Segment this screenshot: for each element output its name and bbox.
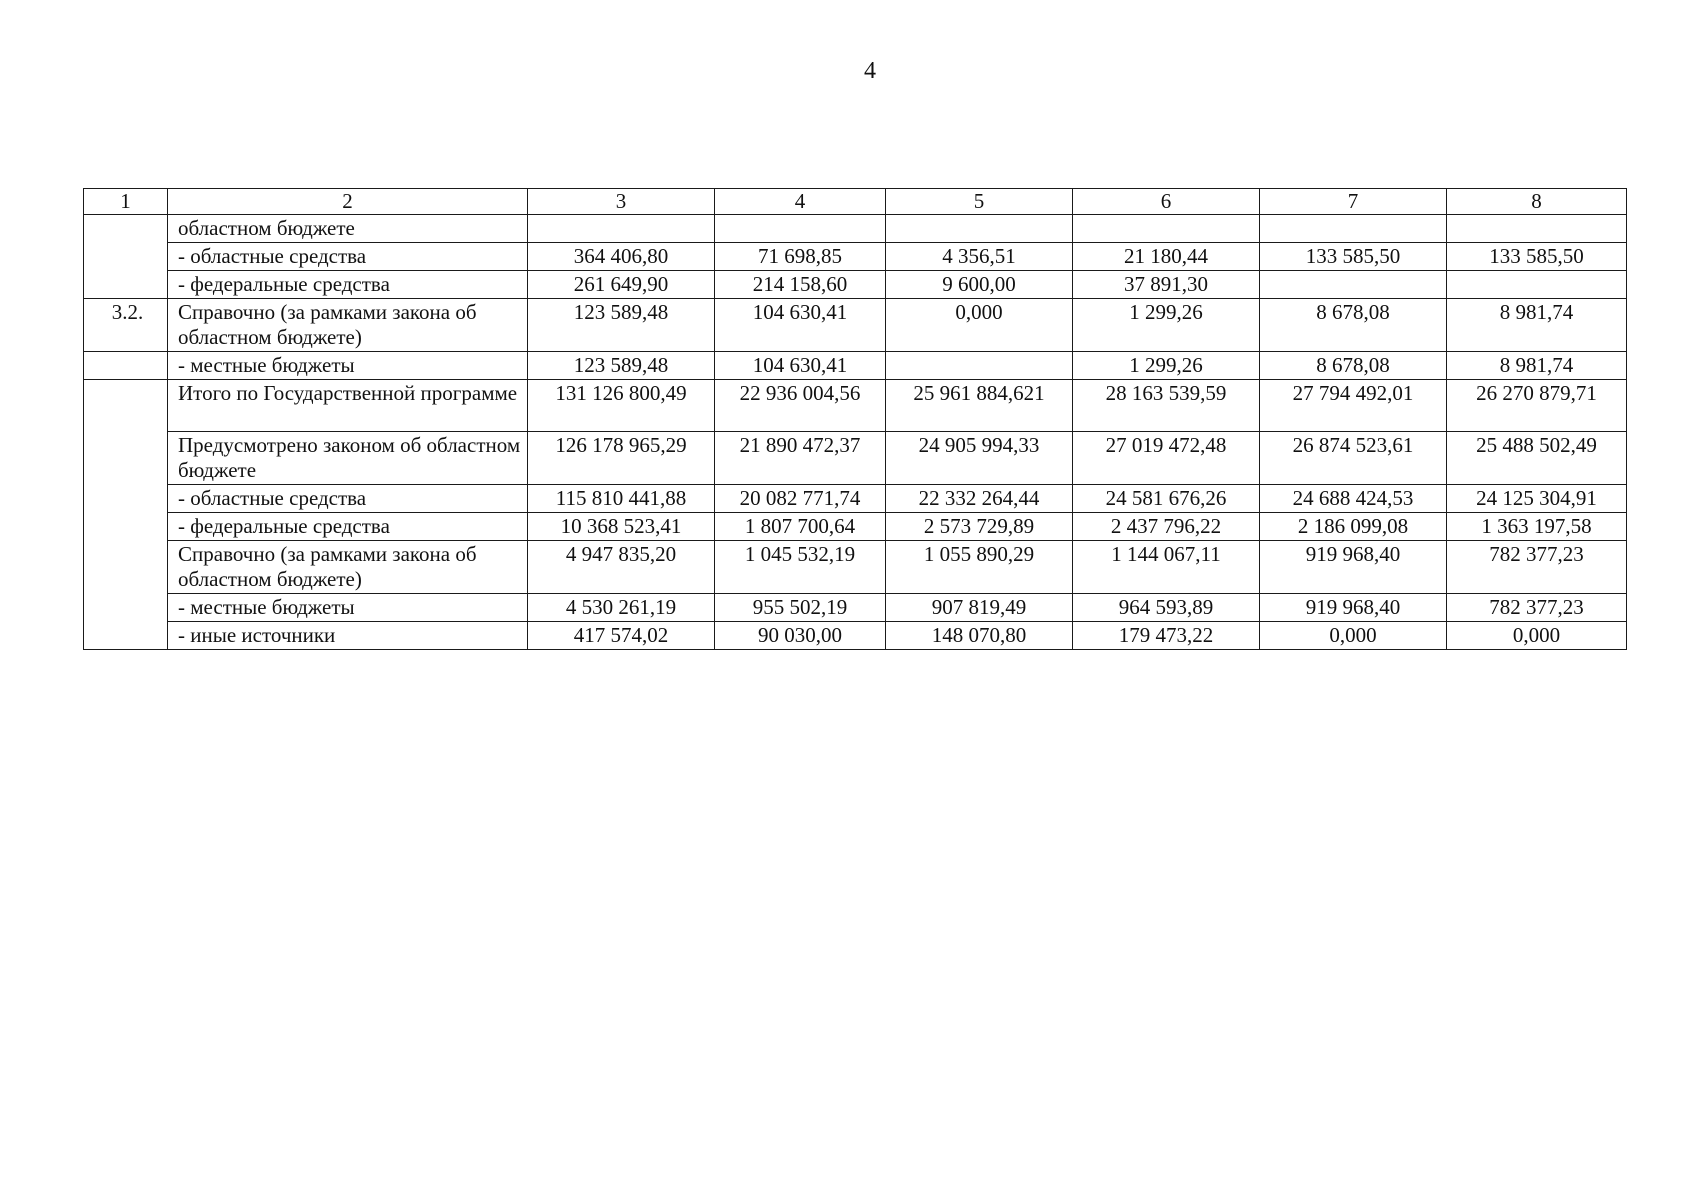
value-cell: 25 961 884,621 <box>886 380 1073 432</box>
value-cell: 104 630,41 <box>715 352 886 380</box>
value-cell: 4 947 835,20 <box>528 541 715 594</box>
value-cell: 1 045 532,19 <box>715 541 886 594</box>
value-cell <box>1447 271 1627 299</box>
value-cell: 0,000 <box>886 299 1073 352</box>
value-cell: 907 819,49 <box>886 594 1073 622</box>
value-cell: 90 030,00 <box>715 622 886 650</box>
value-cell: 782 377,23 <box>1447 541 1627 594</box>
row-name-cell: - областные средства <box>168 485 528 513</box>
value-cell <box>886 215 1073 243</box>
value-cell: 148 070,80 <box>886 622 1073 650</box>
value-cell: 1 299,26 <box>1073 299 1260 352</box>
value-cell: 24 581 676,26 <box>1073 485 1260 513</box>
value-cell: 261 649,90 <box>528 271 715 299</box>
column-header: 8 <box>1447 189 1627 215</box>
value-cell: 4 530 261,19 <box>528 594 715 622</box>
column-header: 2 <box>168 189 528 215</box>
row-code-cell <box>84 352 168 380</box>
value-cell <box>886 352 1073 380</box>
value-cell <box>1260 271 1447 299</box>
row-name-cell: - областные средства <box>168 243 528 271</box>
value-cell: 133 585,50 <box>1447 243 1627 271</box>
row-name-cell: областном бюджете <box>168 215 528 243</box>
value-cell: 364 406,80 <box>528 243 715 271</box>
row-name-cell: Предусмотрено законом об областном бюджете <box>168 432 528 485</box>
value-cell: 964 593,89 <box>1073 594 1260 622</box>
value-cell: 26 874 523,61 <box>1260 432 1447 485</box>
value-cell <box>1447 215 1627 243</box>
column-header: 1 <box>84 189 168 215</box>
value-cell: 22 332 264,44 <box>886 485 1073 513</box>
row-name-cell: - местные бюджеты <box>168 352 528 380</box>
value-cell: 22 936 004,56 <box>715 380 886 432</box>
value-cell: 8 981,74 <box>1447 352 1627 380</box>
value-cell: 1 807 700,64 <box>715 513 886 541</box>
value-cell: 1 299,26 <box>1073 352 1260 380</box>
value-cell: 8 678,08 <box>1260 299 1447 352</box>
value-cell: 2 437 796,22 <box>1073 513 1260 541</box>
table-header-row <box>84 189 1627 215</box>
value-cell: 26 270 879,71 <box>1447 380 1627 432</box>
column-header: 6 <box>1073 189 1260 215</box>
table-row <box>84 513 1627 541</box>
row-name-cell: - федеральные средства <box>168 271 528 299</box>
value-cell <box>528 215 715 243</box>
value-cell: 214 158,60 <box>715 271 886 299</box>
value-cell: 27 019 472,48 <box>1073 432 1260 485</box>
column-header: 4 <box>715 189 886 215</box>
table-row <box>84 271 1627 299</box>
value-cell: 0,000 <box>1447 622 1627 650</box>
value-cell: 104 630,41 <box>715 299 886 352</box>
value-cell: 179 473,22 <box>1073 622 1260 650</box>
value-cell: 8 678,08 <box>1260 352 1447 380</box>
value-cell: 417 574,02 <box>528 622 715 650</box>
table-row <box>84 622 1627 650</box>
value-cell: 782 377,23 <box>1447 594 1627 622</box>
value-cell: 24 905 994,33 <box>886 432 1073 485</box>
value-cell: 24 125 304,91 <box>1447 485 1627 513</box>
table-row <box>84 243 1627 271</box>
table-row <box>84 380 1627 432</box>
value-cell: 123 589,48 <box>528 352 715 380</box>
value-cell: 21 890 472,37 <box>715 432 886 485</box>
value-cell: 955 502,19 <box>715 594 886 622</box>
row-code-cell: 3.2. <box>84 299 168 352</box>
value-cell: 4 356,51 <box>886 243 1073 271</box>
row-name-cell: - иные источники <box>168 622 528 650</box>
row-name-cell: - местные бюджеты <box>168 594 528 622</box>
table-row <box>84 541 1627 594</box>
value-cell <box>1260 215 1447 243</box>
value-cell: 9 600,00 <box>886 271 1073 299</box>
table-row <box>84 299 1627 352</box>
value-cell: 919 968,40 <box>1260 594 1447 622</box>
value-cell: 919 968,40 <box>1260 541 1447 594</box>
column-header: 7 <box>1260 189 1447 215</box>
value-cell: 1 363 197,58 <box>1447 513 1627 541</box>
row-code-cell <box>84 215 168 299</box>
value-cell: 2 186 099,08 <box>1260 513 1447 541</box>
value-cell: 126 178 965,29 <box>528 432 715 485</box>
value-cell: 1 144 067,11 <box>1073 541 1260 594</box>
value-cell: 28 163 539,59 <box>1073 380 1260 432</box>
value-cell: 10 368 523,41 <box>528 513 715 541</box>
value-cell: 24 688 424,53 <box>1260 485 1447 513</box>
table-row <box>84 485 1627 513</box>
row-name-cell: Справочно (за рамками закона об областном бюджете) <box>168 541 528 594</box>
page-number: 4 <box>864 58 876 84</box>
table-row <box>84 432 1627 485</box>
value-cell <box>715 215 886 243</box>
row-name-cell: - федеральные средства <box>168 513 528 541</box>
value-cell: 115 810 441,88 <box>528 485 715 513</box>
row-name-cell: Справочно (за рамками закона об областном бюджете) <box>168 299 528 352</box>
value-cell: 123 589,48 <box>528 299 715 352</box>
value-cell: 27 794 492,01 <box>1260 380 1447 432</box>
column-header: 5 <box>886 189 1073 215</box>
value-cell: 8 981,74 <box>1447 299 1627 352</box>
value-cell: 37 891,30 <box>1073 271 1260 299</box>
value-cell: 131 126 800,49 <box>528 380 715 432</box>
row-code-cell <box>84 380 168 650</box>
value-cell: 20 082 771,74 <box>715 485 886 513</box>
table-row <box>84 215 1627 243</box>
value-cell: 1 055 890,29 <box>886 541 1073 594</box>
row-name-cell: Итого по Государственной программе <box>168 380 528 432</box>
value-cell: 21 180,44 <box>1073 243 1260 271</box>
value-cell: 2 573 729,89 <box>886 513 1073 541</box>
value-cell: 133 585,50 <box>1260 243 1447 271</box>
value-cell: 25 488 502,49 <box>1447 432 1627 485</box>
table-row <box>84 352 1627 380</box>
column-header: 3 <box>528 189 715 215</box>
value-cell <box>1073 215 1260 243</box>
value-cell: 0,000 <box>1260 622 1447 650</box>
budget-table <box>83 188 1627 650</box>
value-cell: 71 698,85 <box>715 243 886 271</box>
table-row <box>84 594 1627 622</box>
